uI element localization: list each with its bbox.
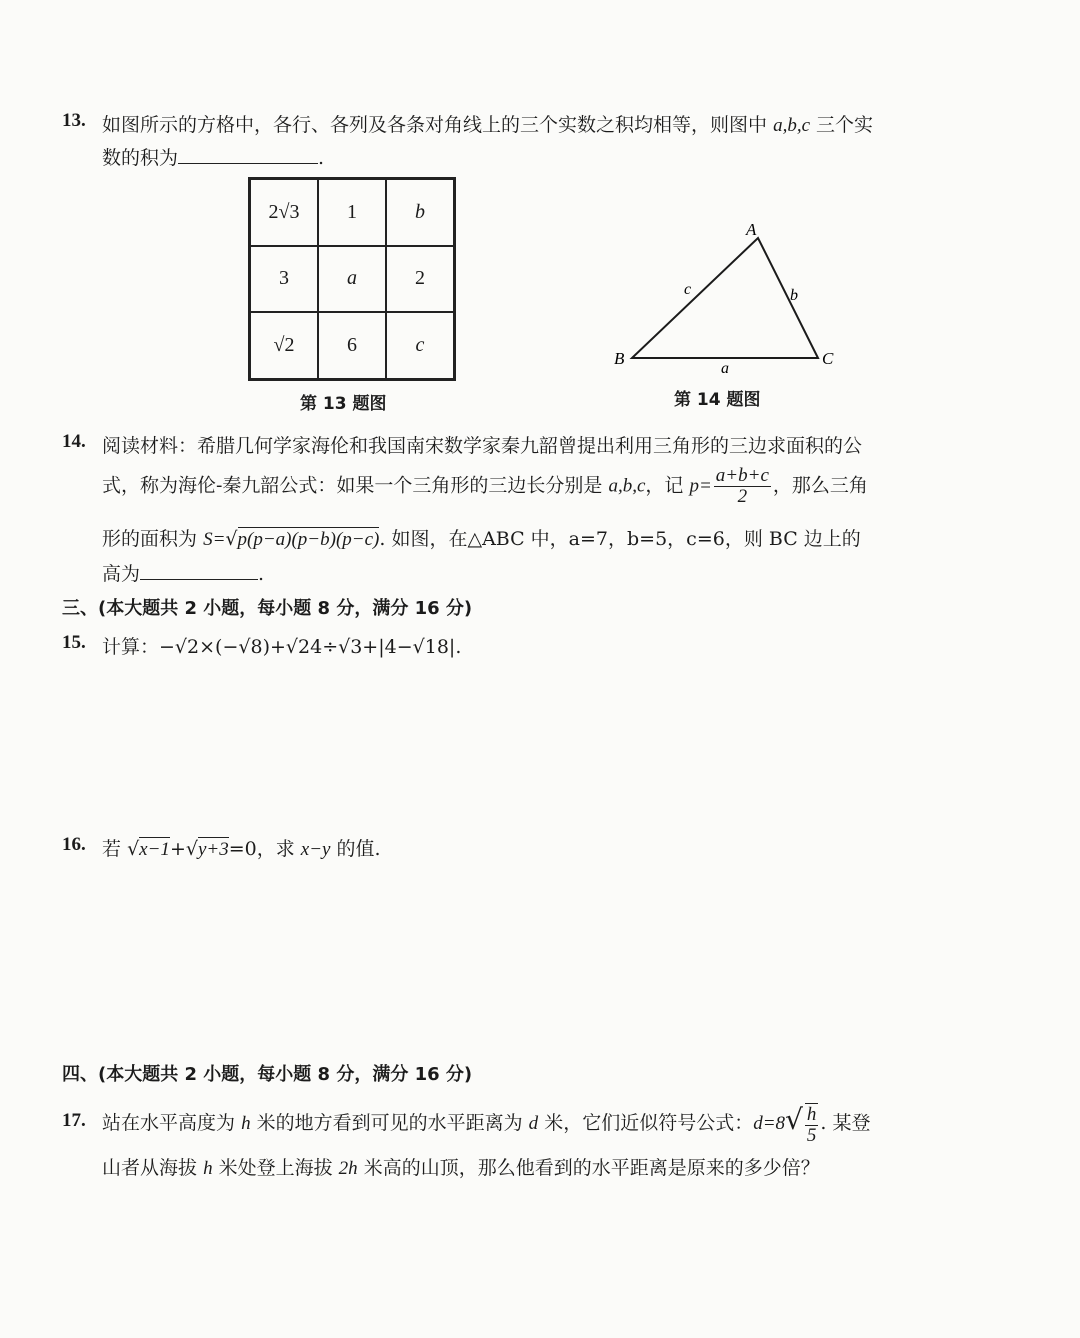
- q14-triangle-figure: [600, 218, 850, 380]
- side-a-label: a: [721, 360, 729, 377]
- q15-label: 计算：: [102, 636, 160, 658]
- q17-text-line2: [102, 1153, 820, 1180]
- q13-magic-grid: [248, 177, 456, 381]
- q14-number: 14.: [62, 431, 86, 452]
- q14-p-fraction: [714, 466, 771, 507]
- q16-target: x−y: [300, 839, 331, 860]
- q13-line2: 数的积为: [102, 147, 179, 169]
- q17-h2: h: [203, 1158, 213, 1179]
- q17-line1a: 站在水平高度为: [102, 1112, 236, 1134]
- grid-cell: 2: [386, 246, 454, 313]
- grid-cell: 3: [250, 246, 318, 313]
- grid-cell: √2: [250, 312, 318, 379]
- sqrt-icon: √: [225, 528, 238, 550]
- q14-p-eq: p=: [689, 475, 712, 497]
- q17-line1d: . 某登: [820, 1112, 871, 1134]
- grid-cell: 1: [318, 179, 386, 246]
- side-b-label: b: [790, 287, 798, 304]
- grid-cell: 2√3: [250, 179, 318, 246]
- q17-d: d: [528, 1113, 539, 1134]
- q17-h: h: [241, 1113, 251, 1134]
- q17-text-line1: [102, 1100, 871, 1145]
- q17-line2b: 米处登上海拔: [218, 1157, 333, 1179]
- fraction-numerator: h: [806, 1103, 817, 1125]
- q13-period: .: [318, 147, 325, 169]
- q14-line4: 高为: [102, 563, 141, 585]
- q17-fraction: [805, 1103, 819, 1146]
- q14-line2a: 式，称为海伦-秦九韶公式：如果一个三角形的三边长分别是: [102, 474, 603, 497]
- vertex-c-label: C: [822, 349, 834, 368]
- sqrt-icon: √: [785, 1103, 803, 1136]
- q16-sqrt1: x−1: [139, 839, 170, 860]
- vertex-a-label: A: [746, 220, 757, 239]
- sqrt-icon: √: [185, 838, 198, 860]
- fraction-numerator: a+b+c: [715, 465, 769, 486]
- q13-answer-blank[interactable]: [178, 147, 318, 164]
- q17-number: 17.: [62, 1110, 86, 1131]
- q16-pre: 若: [102, 838, 122, 860]
- q16-plus: +: [169, 838, 186, 860]
- q14-s-eq: S=: [203, 529, 226, 550]
- grid-cell: b: [386, 179, 454, 246]
- q15-text: [102, 632, 461, 659]
- fraction-denominator: 5: [806, 1124, 817, 1146]
- q14-line1: 阅读材料：希腊几何学家海伦和我国南宋数学家秦九韶曾提出利用三角形的三边求面积的公: [102, 435, 863, 457]
- q13-text-line2: [102, 143, 324, 170]
- q13-text-line1: [102, 110, 873, 137]
- q17-line2c: 米高的山顶，那么他看到的水平距离是原来的多少倍？: [363, 1157, 820, 1179]
- q14-line3a: 形的面积为: [102, 528, 198, 550]
- q15-number: 15.: [62, 632, 86, 653]
- q17-line1b: 米的地方看到可见的水平距离为: [256, 1112, 523, 1134]
- q17-line2a: 山者从海拔: [102, 1157, 198, 1179]
- q16-mid: =0，求: [228, 838, 295, 860]
- q16-text: [102, 834, 381, 861]
- q16-post: 的值.: [336, 838, 381, 860]
- q14-text-line3: [102, 524, 861, 551]
- grid-cell: c: [386, 312, 454, 379]
- q17-two-h: 2h: [338, 1158, 358, 1179]
- q16-number: 16.: [62, 834, 86, 855]
- q13-figure-caption: 第 13 题图: [300, 394, 387, 414]
- sqrt-icon: √: [127, 838, 140, 860]
- q13-number: 13.: [62, 110, 86, 131]
- q17-line1c: 米，它们近似符号公式：: [544, 1112, 754, 1134]
- vertex-b-label: B: [614, 349, 625, 368]
- fraction-denominator: 2: [737, 485, 748, 507]
- section-3-heading: 三、(本大题共 2 小题，每小题 8 分，满分 16 分): [62, 598, 473, 619]
- q14-figure-caption: 第 14 题图: [674, 390, 761, 410]
- q15-expression: −√2×(−√8)+√24÷√3+|4−√18|.: [159, 636, 462, 658]
- q14-line3b: . 如图，在△ABC 中，a=7，b=5，c=6，则 BC 边上的: [379, 528, 861, 550]
- q14-period: .: [258, 563, 265, 585]
- q16-sqrt2: y+3: [197, 839, 229, 860]
- q17-formula-lhs: d=8: [753, 1113, 786, 1134]
- side-c-label: c: [684, 281, 692, 298]
- q14-answer-blank[interactable]: [140, 563, 258, 580]
- grid-cell: a: [318, 246, 386, 313]
- section-4-heading: 四、(本大题共 2 小题，每小题 8 分，满分 16 分): [62, 1064, 473, 1085]
- q14-text-line4: [102, 559, 264, 586]
- q13-vars: a,b,c: [773, 115, 810, 136]
- q14-text-line2: [102, 466, 868, 507]
- grid-cell: 6: [318, 312, 386, 379]
- q13-line1-tail: 三个实: [816, 114, 874, 136]
- q14-sqrt-body: p(p−a)(p−b)(p−c): [237, 529, 380, 550]
- q13-line1: 如图所示的方格中，各行、各列及各条对角线上的三个实数之积均相等，则图中: [102, 114, 768, 136]
- q14-line2-vars: a,b,c: [608, 475, 646, 497]
- q14-line2b: ，记: [645, 474, 684, 497]
- q14-line2c: ，那么三角: [772, 474, 868, 497]
